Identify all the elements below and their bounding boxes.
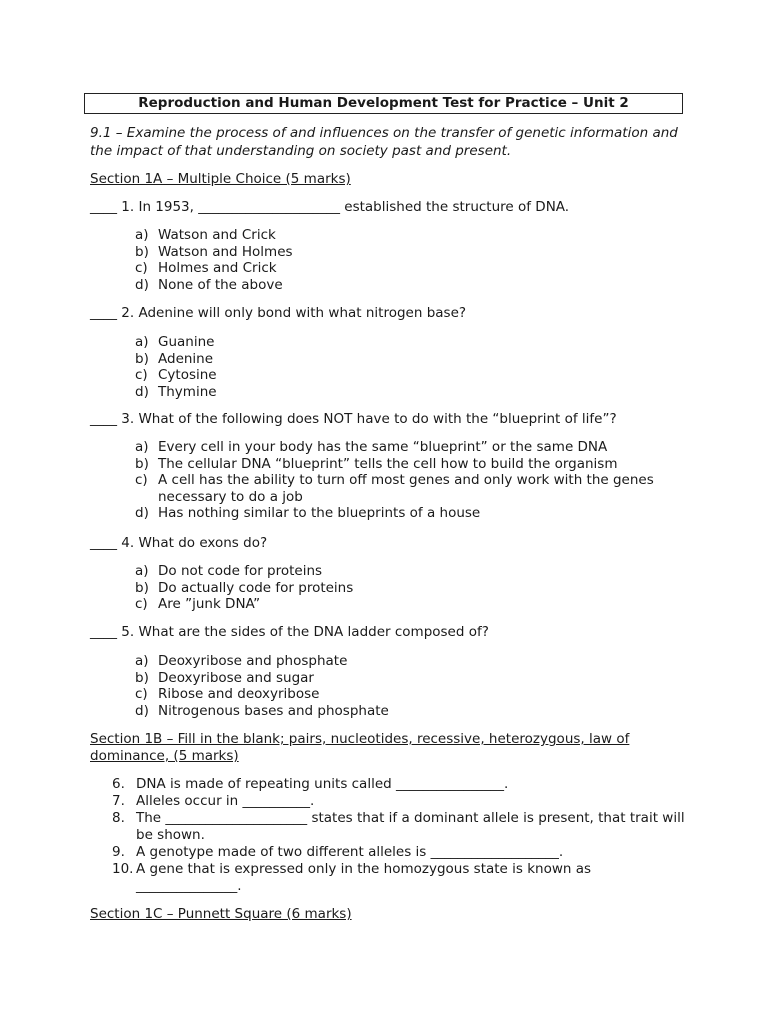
- section-1b-heading: Section 1B – Fill in the blank; pairs, nucleotides, recessive, heterozygous, law of dominance, (5 marks): [90, 731, 630, 764]
- question-1-options: [135, 227, 293, 293]
- option: c) Are ”junk DNA”: [135, 596, 261, 613]
- fill-in-item: 9. A genotype made of two different alleles is ___________________.: [112, 844, 564, 860]
- option: a) Deoxyribose and phosphate: [135, 653, 348, 669]
- fill-in-item: 8. The _____________________ states that if a dominant allele is present, that trait will be shown.: [112, 810, 685, 843]
- test-title: Reproduction and Human Development Test for Practice – Unit 2: [84, 93, 683, 114]
- question-4-options: [135, 563, 353, 613]
- learning-objective: 9.1 – Examine the process of and influences on the transfer of genetic information and the impact of that understanding on society past and present.: [90, 125, 678, 159]
- option: c) Cytosine: [135, 367, 217, 384]
- option: d) Thymine: [135, 383, 217, 400]
- option: d) Has nothing similar to the blueprints of a house: [135, 505, 481, 522]
- question-2: ____ 2. Adenine will only bond with what nitrogen base?: [90, 305, 467, 321]
- question-5-options: [135, 653, 389, 719]
- option: c) A cell has the ability to turn off most genes and only work with the genes necessary to do a job: [135, 472, 654, 505]
- fill-in-list: [112, 776, 692, 895]
- question-2-options: [135, 334, 217, 400]
- option: a) Every cell in your body has the same “blueprint” or the same DNA: [135, 439, 608, 455]
- option: a) Do not code for proteins: [135, 563, 323, 579]
- option: d) None of the above: [135, 276, 283, 293]
- question-1: ____ 1. In 1953, _____________________ established the structure of DNA.: [90, 199, 570, 215]
- question-4: ____ 4. What do exons do?: [90, 535, 268, 551]
- question-5: ____ 5. What are the sides of the DNA ladder composed of?: [90, 624, 489, 640]
- fill-in-item: 6. DNA is made of repeating units called ________________.: [112, 776, 509, 792]
- option: d) Nitrogenous bases and phosphate: [135, 702, 389, 719]
- question-3: ____ 3. What of the following does NOT have to do with the “blueprint of life”?: [90, 411, 617, 427]
- option: b) Do actually code for proteins: [135, 579, 354, 596]
- fill-in-item: 10. A gene that is expressed only in the homozygous state is known as _______________.: [112, 861, 592, 894]
- option: c) Ribose and deoxyribose: [135, 686, 320, 703]
- section-1c-heading: Section 1C – Punnett Square (6 marks): [90, 906, 352, 922]
- section-1a-heading: Section 1A – Multiple Choice (5 marks): [90, 171, 351, 187]
- option: b) Watson and Holmes: [135, 243, 293, 260]
- option: b) The cellular DNA “blueprint” tells the cell how to build the organism: [135, 455, 618, 472]
- option: b) Deoxyribose and sugar: [135, 669, 314, 686]
- fill-in-item: 7. Alleles occur in __________.: [112, 793, 315, 809]
- option: a) Watson and Crick: [135, 227, 276, 243]
- option: b) Adenine: [135, 350, 214, 367]
- question-3-options: [135, 439, 675, 522]
- option: c) Holmes and Crick: [135, 260, 277, 277]
- option: a) Guanine: [135, 334, 215, 350]
